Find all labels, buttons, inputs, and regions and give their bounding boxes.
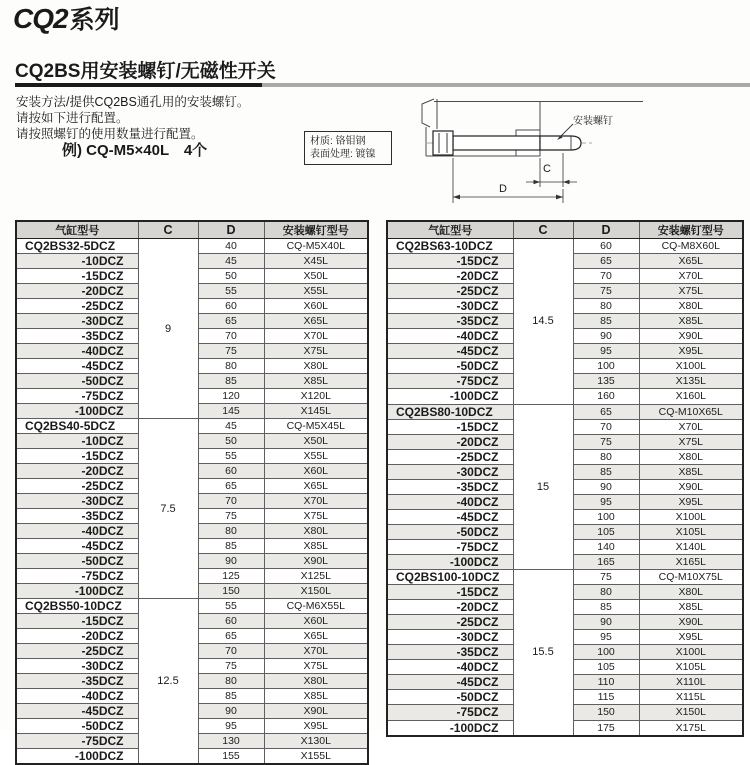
d-dimension-cell: 85: [198, 539, 264, 554]
cylinder-model-cell: -15DCZ: [16, 449, 138, 464]
screw-model-cell: X65L: [264, 314, 368, 329]
screw-model-cell: X95L: [639, 344, 743, 359]
d-dimension-cell: 160: [573, 389, 639, 404]
cylinder-model-cell: -40DCZ: [16, 524, 138, 539]
table-row: [387, 404, 743, 419]
cylinder-model-cell: -25DCZ: [16, 644, 138, 659]
screw-model-cell: X120L: [264, 389, 368, 404]
d-dimension-cell: 75: [198, 344, 264, 359]
screw-model-cell: X75L: [264, 509, 368, 524]
cylinder-model-cell: -75DCZ: [387, 539, 513, 554]
screw-model-cell: X70L: [264, 644, 368, 659]
cylinder-model-cell: -45DCZ: [387, 675, 513, 690]
material-note-box: [304, 131, 392, 165]
d-dimension-cell: 60: [198, 614, 264, 629]
screw-model-cell: X105L: [639, 660, 743, 675]
d-dimension-cell: 105: [573, 660, 639, 675]
screw-model-cell: X155L: [264, 749, 368, 765]
screw-model-cell: X70L: [639, 269, 743, 284]
d-dimension-cell: 140: [573, 539, 639, 554]
screw-model-cell: X80L: [639, 449, 743, 464]
screw-model-cell: X165L: [639, 554, 743, 569]
cylinder-model-cell: -40DCZ: [16, 689, 138, 704]
cylinder-model-cell: CQ2BS80-10DCZ: [387, 404, 513, 419]
d-dimension-cell: 85: [573, 464, 639, 479]
cylinder-model-cell: -20DCZ: [387, 269, 513, 284]
d-dimension-cell: 50: [198, 269, 264, 284]
c-dimension-cell: 7.5: [138, 419, 198, 599]
cylinder-model-cell: -40DCZ: [16, 344, 138, 359]
c-dimension-cell: 15.5: [513, 570, 573, 736]
screw-model-cell: X130L: [264, 734, 368, 749]
d-dimension-cell: 65: [198, 314, 264, 329]
cylinder-model-cell: -20DCZ: [16, 629, 138, 644]
cylinder-model-cell: -50DCZ: [387, 359, 513, 374]
screw-model-cell: X75L: [639, 434, 743, 449]
screw-model-cell: CQ-M5X45L: [264, 419, 368, 434]
cylinder-model-cell: -45DCZ: [16, 539, 138, 554]
screw-model-cell: X95L: [264, 719, 368, 734]
header-cylinder-model: 气缸型号: [387, 221, 513, 239]
cylinder-model-cell: -15DCZ: [387, 254, 513, 269]
screw-model-cell: X60L: [264, 614, 368, 629]
d-dimension-cell: 65: [573, 404, 639, 419]
cylinder-model-cell: -75DCZ: [16, 569, 138, 584]
d-dimension-cell: 75: [573, 284, 639, 299]
header-screw-model: 安装螺钉型号: [639, 221, 743, 239]
screw-model-cell: CQ-M5X40L: [264, 239, 368, 254]
screw-model-cell: X90L: [639, 329, 743, 344]
cylinder-model-cell: -100DCZ: [387, 554, 513, 569]
cylinder-model-cell: -30DCZ: [16, 659, 138, 674]
screw-model-cell: X90L: [264, 554, 368, 569]
cylinder-model-cell: -75DCZ: [16, 734, 138, 749]
screw-model-cell: X175L: [639, 720, 743, 736]
screw-model-cell: X100L: [639, 645, 743, 660]
d-dimension-cell: 90: [573, 329, 639, 344]
material-line: 材质: 铬钼钢: [310, 136, 366, 147]
d-dimension-cell: 60: [573, 239, 639, 254]
screw-model-cell: X100L: [639, 359, 743, 374]
d-dimension-cell: 70: [198, 494, 264, 509]
cylinder-model-cell: CQ2BS100-10DCZ: [387, 570, 513, 585]
cylinder-model-cell: -20DCZ: [16, 284, 138, 299]
d-dimension-cell: 75: [198, 509, 264, 524]
screw-model-cell: X80L: [264, 524, 368, 539]
cylinder-model-cell: -20DCZ: [16, 464, 138, 479]
cylinder-model-cell: CQ2BS40-5DCZ: [16, 419, 138, 434]
screw-model-cell: X55L: [264, 449, 368, 464]
screw-table-left: [15, 220, 369, 765]
cylinder-model-cell: -45DCZ: [387, 509, 513, 524]
d-dimension-cell: 90: [198, 554, 264, 569]
cylinder-model-cell: -25DCZ: [16, 299, 138, 314]
screw-model-cell: X150L: [639, 705, 743, 720]
d-dimension-cell: 70: [573, 269, 639, 284]
d-dimension-cell: 65: [573, 254, 639, 269]
cylinder-model-cell: -50DCZ: [16, 719, 138, 734]
d-dimension-cell: 80: [198, 359, 264, 374]
series-logo: CQ2: [13, 3, 68, 34]
cylinder-model-cell: -15DCZ: [387, 585, 513, 600]
d-dimension-cell: 100: [573, 359, 639, 374]
screw-model-cell: X85L: [639, 464, 743, 479]
table-row: [16, 239, 368, 254]
d-dimension-cell: 130: [198, 734, 264, 749]
d-dimension-cell: 85: [198, 374, 264, 389]
d-dimension-cell: 70: [198, 329, 264, 344]
cylinder-model-cell: -30DCZ: [387, 630, 513, 645]
cylinder-model-cell: -45DCZ: [16, 704, 138, 719]
d-dimension-cell: 95: [198, 719, 264, 734]
screw-model-cell: X80L: [264, 359, 368, 374]
d-dimension-cell: 75: [573, 434, 639, 449]
header-d: D: [573, 221, 639, 239]
cylinder-model-cell: -15DCZ: [16, 614, 138, 629]
screw-model-cell: X65L: [264, 479, 368, 494]
d-dimension-cell: 80: [198, 674, 264, 689]
cylinder-model-cell: -100DCZ: [387, 720, 513, 736]
intro-line: 请按照螺钉的使用数量进行配置。: [16, 127, 204, 141]
header-c: C: [513, 221, 573, 239]
cylinder-model-cell: CQ2BS50-10DCZ: [16, 599, 138, 614]
cylinder-model-cell: -50DCZ: [387, 524, 513, 539]
d-dimension-cell: 85: [573, 314, 639, 329]
table-row: [16, 419, 368, 434]
cylinder-model-cell: -75DCZ: [387, 374, 513, 389]
screw-model-cell: X110L: [639, 675, 743, 690]
cylinder-model-cell: -35DCZ: [16, 674, 138, 689]
screw-model-cell: X75L: [264, 659, 368, 674]
table-row: [387, 570, 743, 585]
table-row: [16, 599, 368, 614]
cylinder-model-cell: -10DCZ: [16, 434, 138, 449]
header-c: C: [138, 221, 198, 239]
cylinder-model-cell: -25DCZ: [387, 615, 513, 630]
screw-model-cell: X80L: [639, 299, 743, 314]
header-screw-model: 安装螺钉型号: [264, 221, 368, 239]
d-dimension-cell: 75: [573, 570, 639, 585]
cylinder-model-cell: -15DCZ: [387, 419, 513, 434]
underline-dark-segment: [15, 83, 262, 87]
cylinder-model-cell: -45DCZ: [16, 359, 138, 374]
screw-model-cell: X150L: [264, 584, 368, 599]
mounting-screw-shape: [433, 131, 581, 155]
d-dimension-cell: 85: [198, 689, 264, 704]
d-dimension-cell: 40: [198, 239, 264, 254]
dim-label-c: C: [543, 163, 551, 175]
d-dimension-cell: 45: [198, 419, 264, 434]
screw-model-cell: X85L: [639, 600, 743, 615]
underline-gray-segment: [262, 83, 750, 87]
d-dimension-cell: 95: [573, 494, 639, 509]
c-dimension-cell: 9: [138, 239, 198, 419]
cylinder-model-cell: -75DCZ: [387, 705, 513, 720]
d-dimension-cell: 165: [573, 554, 639, 569]
screw-model-cell: X90L: [639, 479, 743, 494]
screw-model-cell: X90L: [264, 704, 368, 719]
c-dimension-cell: 14.5: [513, 239, 573, 405]
intro-line: 安装方法/提供CQ2BS通孔用的安装螺钉。: [16, 95, 250, 109]
d-dimension-cell: 75: [198, 659, 264, 674]
screw-model-cell: X85L: [264, 689, 368, 704]
d-dimension-cell: 110: [573, 675, 639, 690]
d-dimension-cell: 55: [198, 449, 264, 464]
cylinder-model-cell: -35DCZ: [387, 314, 513, 329]
cylinder-model-cell: -100DCZ: [16, 584, 138, 599]
screw-model-cell: X85L: [264, 374, 368, 389]
d-dimension-cell: 80: [573, 449, 639, 464]
d-dimension-cell: 120: [198, 389, 264, 404]
screw-drawing: [393, 90, 663, 218]
cylinder-model-cell: -50DCZ: [387, 690, 513, 705]
screw-model-cell: X115L: [639, 690, 743, 705]
screw-model-cell: X75L: [264, 344, 368, 359]
cylinder-model-cell: -30DCZ: [387, 464, 513, 479]
screw-model-cell: X80L: [264, 674, 368, 689]
d-dimension-cell: 80: [198, 524, 264, 539]
d-dimension-cell: 80: [573, 299, 639, 314]
d-dimension-cell: 65: [198, 479, 264, 494]
d-dimension-cell: 90: [198, 704, 264, 719]
screw-callout-label: 安装螺钉: [573, 116, 613, 127]
cylinder-model-cell: -30DCZ: [16, 494, 138, 509]
screw-model-cell: X70L: [264, 494, 368, 509]
screw-model-cell: X125L: [264, 569, 368, 584]
screw-model-cell: X65L: [264, 629, 368, 644]
screw-model-cell: X140L: [639, 539, 743, 554]
d-dimension-cell: 45: [198, 254, 264, 269]
intro-text: [16, 94, 249, 142]
screw-model-cell: X90L: [639, 615, 743, 630]
cylinder-model-cell: -20DCZ: [387, 600, 513, 615]
d-dimension-cell: 145: [198, 404, 264, 419]
screw-model-cell: X105L: [639, 524, 743, 539]
screw-model-cell: CQ-M10X75L: [639, 570, 743, 585]
d-dimension-cell: 55: [198, 599, 264, 614]
header-cylinder-model: 气缸型号: [16, 221, 138, 239]
screw-model-cell: X50L: [264, 269, 368, 284]
cylinder-model-cell: -40DCZ: [387, 494, 513, 509]
screw-model-cell: X60L: [264, 299, 368, 314]
screw-model-cell: X80L: [639, 585, 743, 600]
cylinder-model-cell: -40DCZ: [387, 660, 513, 675]
screw-model-cell: X45L: [264, 254, 368, 269]
screw-model-cell: CQ-M6X55L: [264, 599, 368, 614]
cylinder-model-cell: -35DCZ: [16, 509, 138, 524]
d-dimension-cell: 70: [198, 644, 264, 659]
series-suffix: 系列: [69, 6, 120, 34]
d-dimension-cell: 50: [198, 434, 264, 449]
d-dimension-cell: 95: [573, 344, 639, 359]
d-dimension-cell: 115: [573, 690, 639, 705]
d-dimension-cell: 85: [573, 600, 639, 615]
example-text: 例) CQ-M5×40L 4个: [62, 142, 208, 159]
cylinder-model-cell: -50DCZ: [16, 374, 138, 389]
screw-model-cell: X60L: [264, 464, 368, 479]
cylinder-model-cell: -30DCZ: [16, 314, 138, 329]
d-dimension-cell: 95: [573, 630, 639, 645]
cylinder-model-cell: -25DCZ: [387, 284, 513, 299]
screw-model-cell: CQ-M10X65L: [639, 404, 743, 419]
cylinder-model-cell: -30DCZ: [387, 299, 513, 314]
material-line: 表面处理: 镀镍: [310, 149, 376, 160]
screw-model-cell: X70L: [639, 419, 743, 434]
cylinder-model-cell: -35DCZ: [387, 479, 513, 494]
table-header-row: [387, 221, 743, 239]
d-dimension-cell: 80: [573, 585, 639, 600]
screw-model-cell: X85L: [264, 539, 368, 554]
screw-model-cell: X65L: [639, 254, 743, 269]
d-dimension-cell: 90: [573, 615, 639, 630]
d-dimension-cell: 125: [198, 569, 264, 584]
cylinder-model-cell: -40DCZ: [387, 329, 513, 344]
dim-label-d: D: [499, 183, 507, 195]
d-dimension-cell: 175: [573, 720, 639, 736]
section-underline: [15, 83, 750, 87]
screw-model-cell: X75L: [639, 284, 743, 299]
cylinder-model-cell: -50DCZ: [16, 554, 138, 569]
d-dimension-cell: 105: [573, 524, 639, 539]
screw-model-cell: X50L: [264, 434, 368, 449]
intro-line: 请按如下进行配置。: [16, 111, 129, 125]
d-dimension-cell: 155: [198, 749, 264, 765]
cylinder-model-cell: -10DCZ: [16, 254, 138, 269]
d-dimension-cell: 150: [573, 705, 639, 720]
cylinder-model-cell: -25DCZ: [387, 449, 513, 464]
d-dimension-cell: 70: [573, 419, 639, 434]
cylinder-model-cell: CQ2BS32-5DCZ: [16, 239, 138, 254]
section-title: CQ2BS用安装螺钉/无磁性开关: [15, 61, 276, 82]
dim-c-lines: [526, 153, 577, 187]
cylinder-model-cell: -45DCZ: [387, 344, 513, 359]
cylinder-model-cell: -15DCZ: [16, 269, 138, 284]
d-dimension-cell: 135: [573, 374, 639, 389]
cylinder-model-cell: -25DCZ: [16, 479, 138, 494]
cylinder-model-cell: -100DCZ: [16, 404, 138, 419]
d-dimension-cell: 100: [573, 509, 639, 524]
d-dimension-cell: 150: [198, 584, 264, 599]
screw-model-cell: X135L: [639, 374, 743, 389]
d-dimension-cell: 60: [198, 464, 264, 479]
cylinder-model-cell: -20DCZ: [387, 434, 513, 449]
screw-model-cell: X55L: [264, 284, 368, 299]
cylinder-model-cell: -35DCZ: [16, 329, 138, 344]
d-dimension-cell: 55: [198, 284, 264, 299]
cylinder-model-cell: -35DCZ: [387, 645, 513, 660]
c-dimension-cell: 15: [513, 404, 573, 570]
d-dimension-cell: 90: [573, 479, 639, 494]
screw-model-cell: X160L: [639, 389, 743, 404]
table-header-row: [16, 221, 368, 239]
screw-model-cell: X100L: [639, 509, 743, 524]
d-dimension-cell: 65: [198, 629, 264, 644]
c-dimension-cell: 12.5: [138, 599, 198, 765]
d-dimension-cell: 100: [573, 645, 639, 660]
cylinder-model-cell: -100DCZ: [16, 749, 138, 765]
screw-model-cell: X145L: [264, 404, 368, 419]
screw-model-cell: CQ-M8X60L: [639, 239, 743, 254]
screw-model-cell: X95L: [639, 630, 743, 645]
cylinder-model-cell: -75DCZ: [16, 389, 138, 404]
table-row: [387, 239, 743, 254]
screw-model-cell: X95L: [639, 494, 743, 509]
header-d: D: [198, 221, 264, 239]
page-title: [13, 4, 120, 35]
screw-model-cell: X70L: [264, 329, 368, 344]
screw-diagram: [393, 90, 663, 218]
cylinder-model-cell: -100DCZ: [387, 389, 513, 404]
cylinder-model-cell: CQ2BS63-10DCZ: [387, 239, 513, 254]
screw-model-cell: X85L: [639, 314, 743, 329]
screw-table-right: [386, 220, 744, 737]
d-dimension-cell: 60: [198, 299, 264, 314]
